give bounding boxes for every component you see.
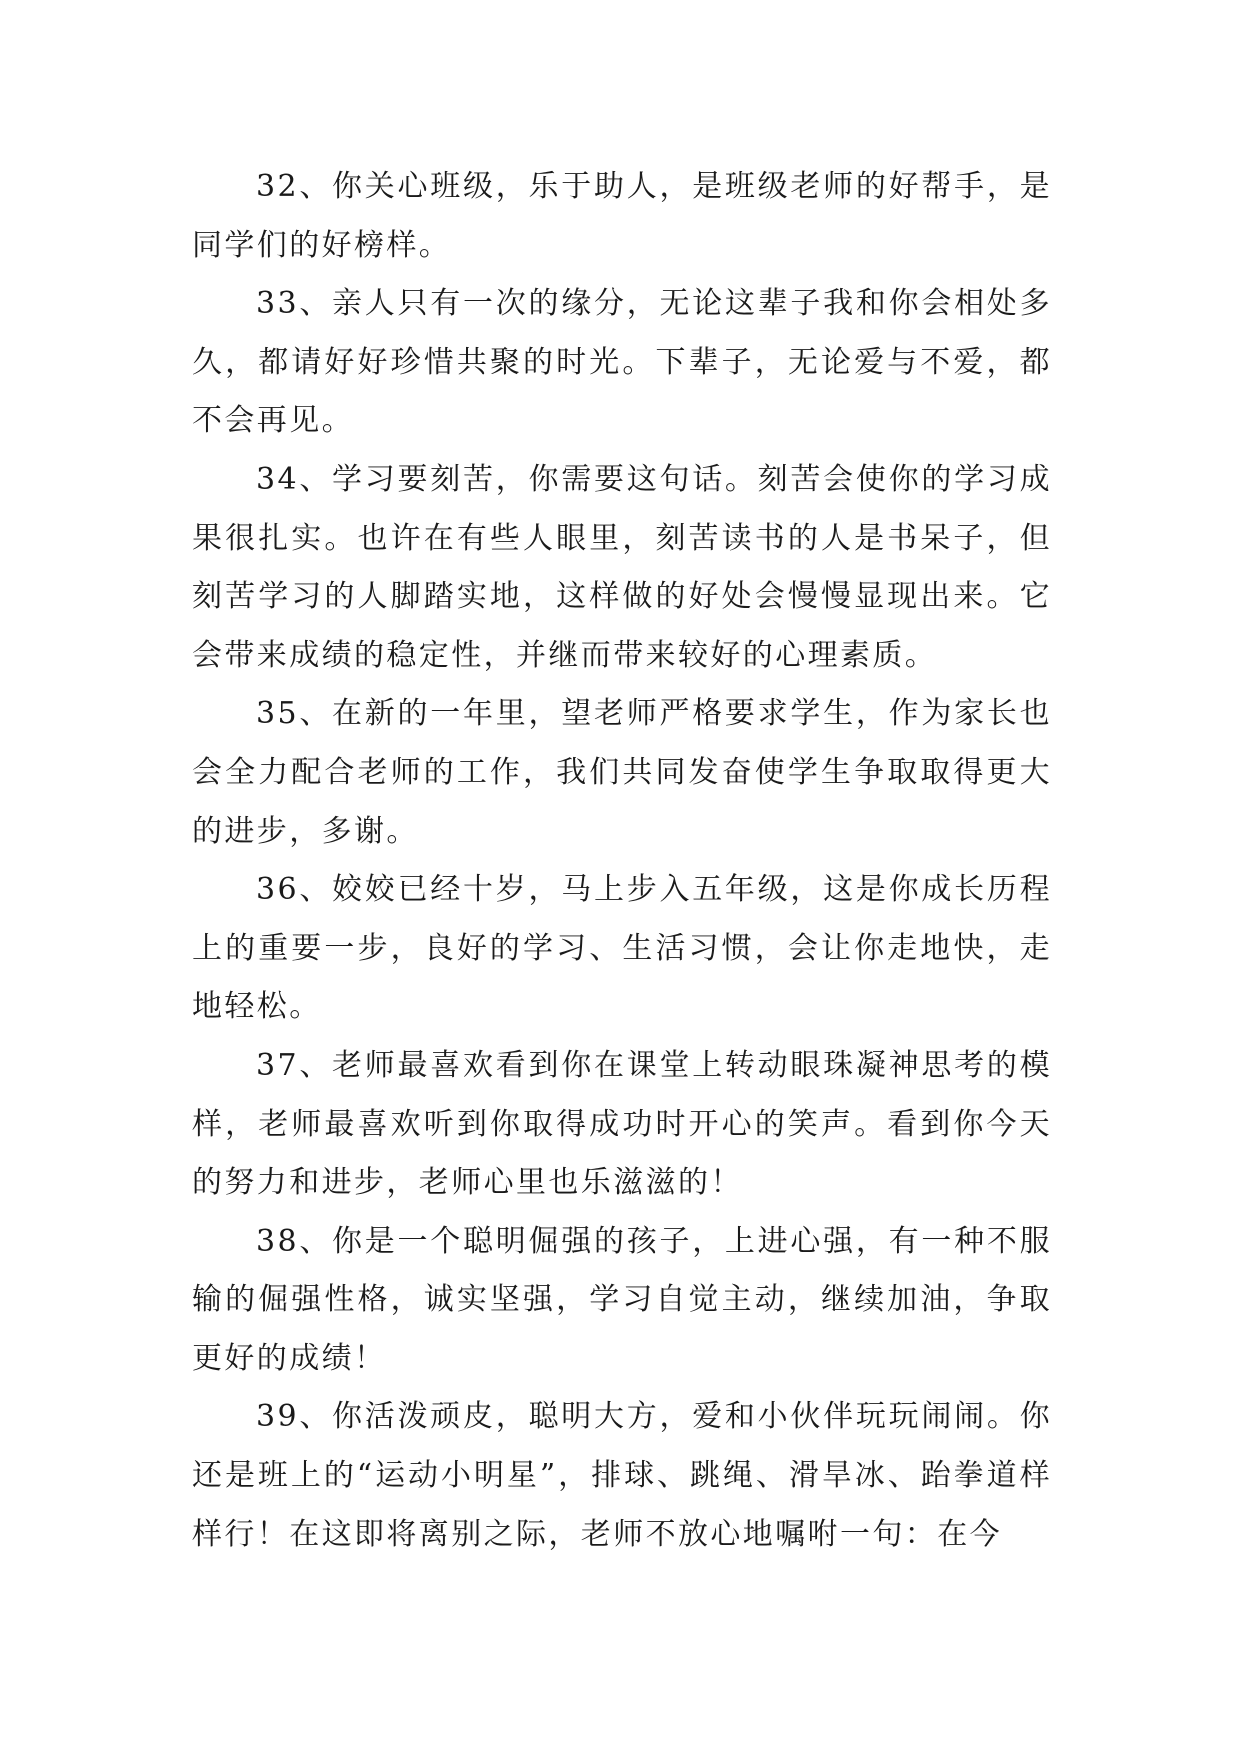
paragraph-34: 34、学习要刻苦，你需要这句话。刻苦会使你的学习成果很扎实。也许在有些人眼里，刻苦读书的人是书呆子，但刻苦学习的人脚踏实地，这样做的好处会慢慢显现出来。它会带来成绩的稳定性，并继而带来较好的心理素质。 <box>192 461 1052 673</box>
paragraph-33: 33、亲人只有一次的缘分，无论这辈子我和你会相处多久，都请好好珍惜共聚的时光。下辈子，无论爱与不爱，都不会再见。 <box>192 286 1052 439</box>
paragraph-39: 39、你活泼顽皮，聪明大方，爱和小伙伴玩玩闹闹。你还是班上的“运动小明星”，排球、跳绳、滑旱冰、跆拳道样样行！在这即将离别之际，老师不放心地嘱咐一句：在今 <box>192 1399 1052 1552</box>
paragraph-37: 37、老师最喜欢看到你在课堂上转动眼珠凝神思考的模样，老师最喜欢听到你取得成功时开心的笑声。看到你今天的努力和进步，老师心里也乐滋滋的！ <box>192 1047 1052 1201</box>
paragraph-35: 35、在新的一年里，望老师严格要求学生，作为家长也会全力配合老师的工作，我们共同发奋使学生争取取得更大的进步，多谢。 <box>192 696 1052 849</box>
document-body <box>192 158 1052 1564</box>
paragraph-38: 38、你是一个聪明倔强的孩子，上进心强，有一种不服输的倔强性格，诚实坚强，学习自觉主动，继续加油，争取更好的成绩！ <box>192 1223 1052 1376</box>
paragraph-36: 36、姣姣已经十岁，马上步入五年级，这是你成长历程上的重要一步，良好的学习、生活习惯，会让你走地快，走地轻松。 <box>192 872 1052 1025</box>
paragraph-32: 32、你关心班级，乐于助人，是班级老师的好帮手，是同学们的好榜样。 <box>192 169 1052 263</box>
